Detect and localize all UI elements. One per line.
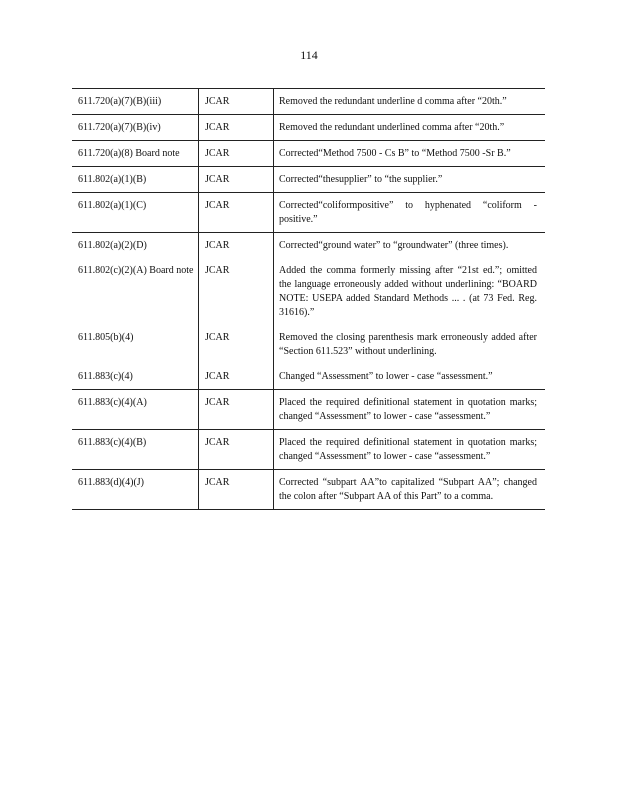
table-row xyxy=(72,193,545,233)
section-cell: 611.805(b)(4) xyxy=(78,332,134,343)
section-cell: 611.802(c)(2)(A) Board note xyxy=(78,265,194,276)
section-cell: 611.720(a)(7)(B)(iv) xyxy=(72,115,199,141)
description-cell: Placed the required definitional statement in quotation marks; changed “Assessment” to lower - case “assessment.” xyxy=(274,390,546,430)
section-cell: 611.802(a)(1)(B) xyxy=(72,167,199,193)
description-cell: Placed the required definitional statement in quotation marks; changed “Assessment” to lower - case “assessment.” xyxy=(274,430,546,470)
source-cell: JCAR xyxy=(199,390,274,430)
source-cell: JCAR xyxy=(199,193,274,233)
description-cell: Removed the redundant underline d comma after “20th.” xyxy=(274,89,546,115)
section-cell: 611.883(c)(4)(B) xyxy=(72,430,199,470)
description-cell: Corrected“thesupplier” to “the supplier.” xyxy=(274,167,546,193)
section-cell: 611.720(a)(8) Board note xyxy=(72,141,199,167)
description-cell: Changed “Assessment” to lower - case “assessment.” xyxy=(274,364,546,390)
section-cell: 611.883(c)(4)(A) xyxy=(72,390,199,430)
table-row xyxy=(72,115,545,141)
section-cell: 611.883(c)(4) xyxy=(72,364,199,390)
source-cell: JCAR xyxy=(199,430,274,470)
table-row xyxy=(72,141,545,167)
table-row xyxy=(72,233,545,259)
source-cell: JCAR xyxy=(199,167,274,193)
table-row xyxy=(72,258,545,325)
source-cell: JCAR xyxy=(199,141,274,167)
source-cell: JCAR xyxy=(199,364,274,390)
source-cell: JCAR xyxy=(199,470,274,510)
source-cell: JCAR xyxy=(199,233,274,259)
source-cell: JCAR xyxy=(199,258,274,325)
source-cell: JCAR xyxy=(199,115,274,141)
table-row xyxy=(72,430,545,470)
table-row xyxy=(72,167,545,193)
section-cell: 611.802(a)(1)(C) xyxy=(72,193,199,233)
source-cell: JCAR xyxy=(199,325,274,364)
section-cell: 611.883(d)(4)(J) xyxy=(72,470,199,510)
description-cell: Corrected“ground water” to “groundwater” (three times). xyxy=(274,233,546,259)
table-row xyxy=(72,89,545,115)
table-row xyxy=(72,390,545,430)
page-number: 114 xyxy=(300,48,318,62)
description-cell: Added the comma formerly missing after “21st ed.”; omitted the language erroneously added without underlining: “BOARD NOTE: USEPA added Standard Methods ... . (at 73 Fed. Reg. 31616).” xyxy=(274,258,546,325)
description-cell: Removed the closing parenthesis mark erroneously added after “Section 611.523” without underlining. xyxy=(274,325,546,364)
source-cell: JCAR xyxy=(199,89,274,115)
table-row xyxy=(72,325,545,364)
description-cell: Removed the redundant underlined comma after “20th.” xyxy=(274,115,546,141)
description-cell: Corrected “subpart AA”to capitalized “Subpart AA”; changed the colon after “Subpart AA of this Part” to a comma. xyxy=(274,470,546,510)
description-cell: Corrected“Method 7500 - Cs B” to “Method 7500 -Sr B.” xyxy=(274,141,546,167)
table-row xyxy=(72,364,545,390)
changes-table xyxy=(72,88,545,510)
section-cell: 611.720(a)(7)(B)(iii) xyxy=(72,89,199,115)
description-cell: Corrected“coliformpositive” to hyphenated “coliform -positive.” xyxy=(274,193,546,233)
table-row xyxy=(72,470,545,510)
section-cell: 611.802(a)(2)(D) xyxy=(78,240,147,251)
